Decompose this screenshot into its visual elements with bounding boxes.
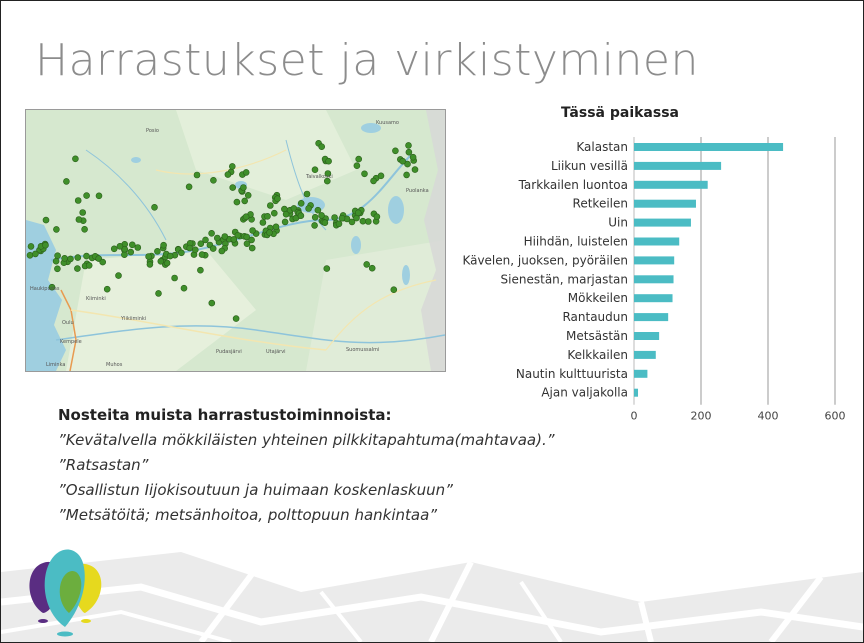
map-marker <box>339 215 345 221</box>
map-marker <box>298 213 304 219</box>
map-marker <box>360 218 366 224</box>
map-marker <box>75 255 81 261</box>
category-label: Mökkeilen <box>567 291 628 306</box>
map-marker <box>178 250 184 256</box>
map-marker <box>400 158 406 164</box>
category-label: Nautin kulttuurista <box>515 366 628 381</box>
category-label: Kävelen, juoksen, pyöräilen <box>462 253 628 268</box>
map-marker <box>410 154 416 160</box>
map-marker <box>391 287 397 293</box>
map-marker <box>187 245 193 251</box>
bar <box>634 275 674 283</box>
map-marker <box>43 242 49 248</box>
map-marker <box>365 219 371 225</box>
map-marker <box>231 236 237 242</box>
map-marker <box>406 149 412 155</box>
bar <box>634 219 691 227</box>
category-label: Hiihdän, luistelen <box>523 234 628 249</box>
map-marker <box>27 252 33 258</box>
category-label: Tarkkailen luontoa <box>518 177 628 192</box>
map-marker <box>234 199 240 205</box>
chart-title: Tässä paikassa <box>560 105 680 121</box>
bar <box>634 181 708 189</box>
map-marker <box>146 254 152 260</box>
map-marker <box>199 252 205 258</box>
map-marker <box>244 234 250 240</box>
map-marker <box>84 193 90 199</box>
bar <box>634 143 783 151</box>
map-marker <box>225 172 231 178</box>
map-place-label: Pudasjärvi <box>216 349 242 355</box>
map-marker <box>412 167 418 173</box>
category-label: Ajan valjakolla <box>541 385 628 400</box>
map-marker <box>135 245 141 251</box>
map-marker <box>362 171 368 177</box>
map-place-label: Liminka <box>46 362 66 368</box>
map-marker <box>244 241 250 247</box>
map-marker <box>371 178 377 184</box>
bar <box>634 370 647 378</box>
x-tick-label: 600 <box>824 409 846 423</box>
map-marker <box>203 237 209 243</box>
map-marker <box>55 253 61 259</box>
map-marker <box>197 267 203 273</box>
map-place-label: Puolanka <box>406 188 429 194</box>
category-label: Rantaudun <box>562 310 628 325</box>
map-marker <box>214 235 220 241</box>
map-marker <box>319 212 325 218</box>
category-label: Kalastan <box>576 140 628 154</box>
bar-chart-canvas <box>441 93 861 433</box>
map-marker <box>181 285 187 291</box>
bar <box>634 162 721 170</box>
map-place-label: Kempele <box>60 339 82 345</box>
map-marker <box>156 290 162 296</box>
map-marker <box>369 265 375 271</box>
map-marker <box>129 242 135 248</box>
category-label: Sienestän, marjastan <box>500 272 628 287</box>
map-marker <box>242 198 248 204</box>
map-marker <box>265 213 271 219</box>
map-marker <box>392 148 398 154</box>
map-place-label: Kiiminki <box>86 296 106 302</box>
x-tick-label: 400 <box>757 409 779 423</box>
map-marker <box>364 261 370 267</box>
map-marker <box>243 169 249 175</box>
map-marker <box>74 266 80 272</box>
map-marker <box>312 167 318 173</box>
map-marker <box>210 177 216 183</box>
map-marker <box>82 226 88 232</box>
map-marker <box>306 206 312 212</box>
bar <box>634 389 638 397</box>
map-marker <box>194 172 200 178</box>
map-marker <box>86 262 92 268</box>
map-marker <box>240 185 246 191</box>
highlight-quote: ”Ratsastan” <box>58 456 149 474</box>
map-marker <box>374 214 380 220</box>
map-marker <box>219 248 225 254</box>
map-marker <box>260 220 266 226</box>
category-label: Kelkkailen <box>567 347 628 362</box>
map-marker <box>111 246 117 252</box>
map-marker <box>121 252 127 258</box>
map-marker <box>230 185 236 191</box>
map-place-label: Suomussalmi <box>346 347 380 353</box>
map-marker <box>404 172 410 178</box>
x-tick-label: 200 <box>690 409 712 423</box>
map-marker <box>32 251 38 257</box>
map-marker <box>298 200 304 206</box>
map-marker <box>233 316 239 322</box>
map-marker <box>100 259 106 265</box>
map-marker <box>28 243 34 249</box>
highlight-quote: ”Kevätalvella mökkiläisten yhteinen pilkkitapahtuma(mahtavaa).” <box>58 431 555 449</box>
footer-map-decoration <box>1 532 863 642</box>
map-marker <box>354 163 360 169</box>
map-marker <box>249 245 255 251</box>
map-marker <box>322 220 328 226</box>
map-marker <box>312 214 318 220</box>
map-marker <box>62 255 68 261</box>
map-marker <box>147 261 153 267</box>
map-marker <box>406 142 412 148</box>
map-marker <box>68 256 74 262</box>
map-place-label: Utajärvi <box>266 349 286 355</box>
map-marker <box>304 191 310 197</box>
map-marker <box>53 226 59 232</box>
map-marker <box>332 215 338 221</box>
bar <box>634 200 696 208</box>
map-marker <box>186 184 192 190</box>
map-marker <box>229 163 235 169</box>
category-label: Retkeilen <box>572 196 628 211</box>
map-marker <box>154 248 160 254</box>
map-marker <box>356 156 362 162</box>
map-place-label: Haukipudas <box>30 286 60 292</box>
map-marker <box>271 210 277 216</box>
map-marker <box>117 243 123 249</box>
map-marker <box>80 210 86 216</box>
map-marker <box>76 217 82 223</box>
balloon-logo-icon <box>23 541 109 637</box>
map-place-label: Ylikiiminki <box>121 316 147 322</box>
map-canvas <box>26 110 445 371</box>
category-label: Uin <box>608 215 628 230</box>
map-marker <box>192 247 198 253</box>
map-place-label: Muhos <box>106 362 123 368</box>
highlight-quote: ”Osallistun Iijokisoutuun ja huimaan koskenlaskuun” <box>58 481 453 499</box>
map-marker <box>158 258 164 264</box>
map-marker <box>250 228 256 234</box>
highlight-quote: ”Metsätöitä; metsänhoitoa, polttopuun hankintaa” <box>58 506 438 524</box>
map-marker <box>355 210 361 216</box>
map-marker <box>43 217 49 223</box>
bar <box>634 256 674 264</box>
map-marker <box>72 156 78 162</box>
map-marker <box>116 273 122 279</box>
map-marker <box>209 300 215 306</box>
map-marker <box>222 234 228 240</box>
map-marker <box>267 230 273 236</box>
map-marker <box>172 275 178 281</box>
map-marker <box>209 230 215 236</box>
slide-title: Harrastukset ja virkistyminen <box>35 35 699 86</box>
map-marker <box>128 249 134 255</box>
map-marker <box>273 224 279 230</box>
highlights-heading: Nosteita muista harrastustoiminnoista: <box>58 406 392 424</box>
map-marker <box>96 193 102 199</box>
map-marker <box>75 198 81 204</box>
map-marker <box>210 246 216 252</box>
map-marker <box>63 178 69 184</box>
map-place-label: Taivalkoski <box>306 174 333 180</box>
map-marker <box>245 192 251 198</box>
map-place-label: Kuusamo <box>376 120 399 126</box>
bar <box>634 238 679 246</box>
map-marker <box>315 207 321 213</box>
map <box>25 109 446 372</box>
map-marker <box>336 221 342 227</box>
map-marker <box>167 253 173 259</box>
map-marker <box>378 173 384 179</box>
category-label: Liikun vesillä <box>550 158 628 173</box>
map-marker <box>282 219 288 225</box>
map-place-label: Posio <box>146 128 159 134</box>
map-marker <box>53 258 59 264</box>
map-marker <box>319 144 325 150</box>
map-marker <box>54 266 60 272</box>
map-marker <box>275 196 281 202</box>
map-marker <box>312 222 318 228</box>
map-marker <box>161 242 167 248</box>
map-marker <box>267 203 273 209</box>
map-marker <box>324 266 330 272</box>
bar <box>634 313 668 321</box>
bar <box>634 332 659 340</box>
map-marker <box>326 158 332 164</box>
category-label: Metsästän <box>566 329 628 343</box>
bar-chart <box>441 93 861 433</box>
map-marker <box>84 253 90 259</box>
bar <box>634 294 673 302</box>
map-marker <box>104 286 110 292</box>
map-marker <box>152 204 158 210</box>
bar <box>634 351 656 359</box>
highlights-section <box>58 406 658 532</box>
map-place-label: Oulu <box>62 320 74 326</box>
x-tick-label: 0 <box>630 409 638 423</box>
map-marker <box>243 214 249 220</box>
